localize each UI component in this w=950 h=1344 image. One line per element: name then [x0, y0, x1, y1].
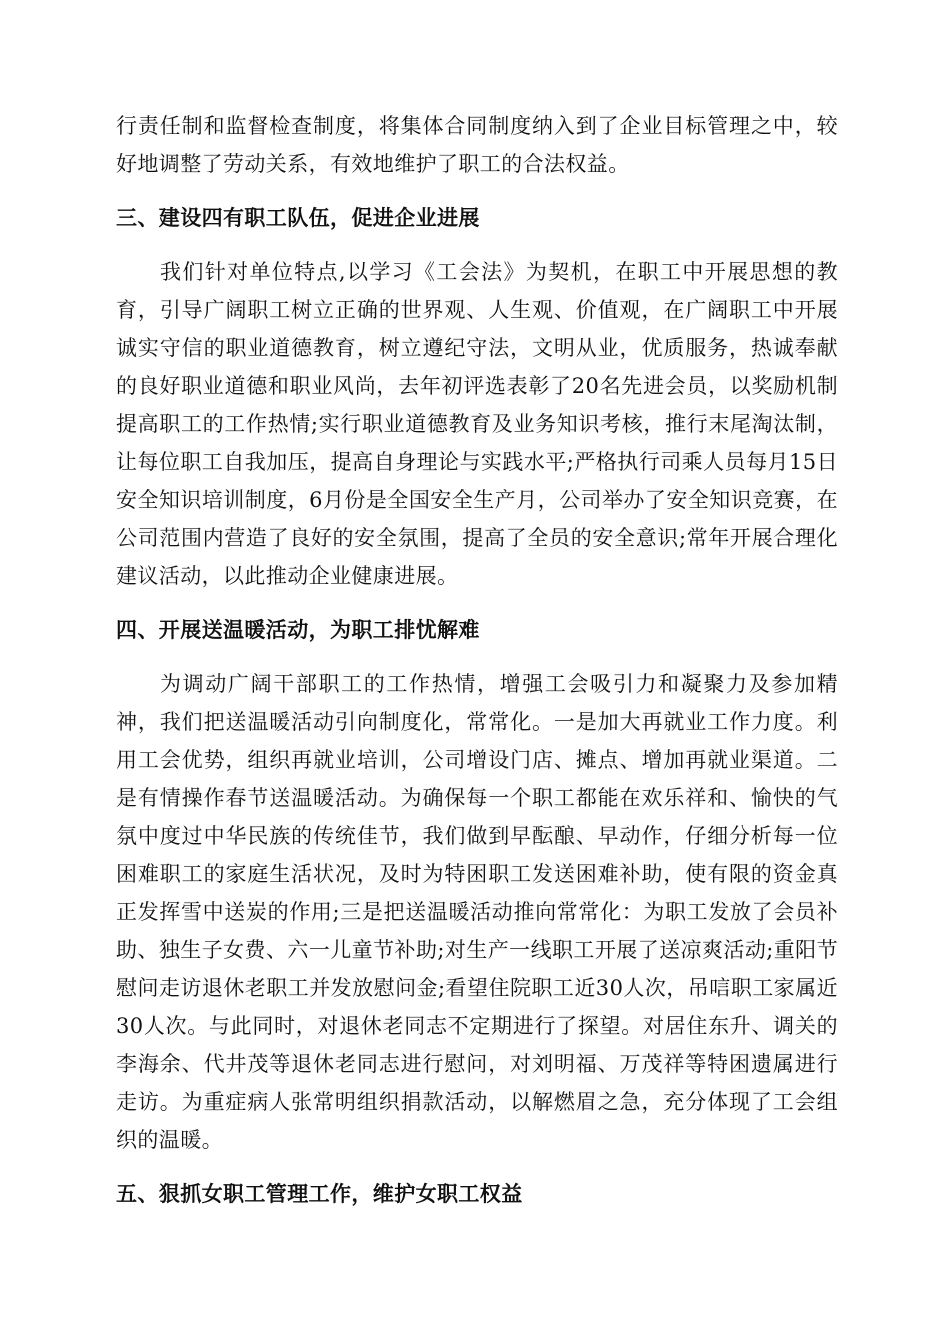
section-4-paragraph: 为调动广阔干部职工的工作热情，增强工会吸引力和凝聚力及参加精神，我们把送温暖活动引向制度化，常常化。一是加大再就业工作力度。利用工会优势，组织再就业培训，公司增设门店、摊点、增加再就业渠道。二是有情操作春节送温暖活动。为确保每一个职工都能在欢乐祥和、愉快的气氛中度过中华民族的传统佳节，我们做到早酝酿、早动作，仔细分析每一位困难职工的家庭生活状况，及时为特困职工发送困难补助，使有限的资金真正发挥雪中送炭的作用;三是把送温暖活动推向常常化：为职工发放了会员补助、独生子女费、六一儿童节补助;对生产一线职工开展了送凉爽活动;重阳节慰问走访退休老职工并发放慰问金;看望住院职工近30人次，吊唁职工家属近30人次。与此同时，对退休老同志不定期进行了探望。对居住东升、调关的李海余、代井茂等退休老同志进行慰问，对刘明福、万茂祥等特困遗属进行走访。为重症病人张常明组织捐款活动，以解燃眉之急，充分体现了工会组织的温暖。	[116, 672, 838, 1152]
intro-paragraph: 行责任制和监督检查制度，将集体合同制度纳入到了企业目标管理之中，较好地调整了劳动关系，有效地维护了职工的合法权益。	[116, 114, 838, 176]
section-3-paragraph: 我们针对单位特点,以学习《工会法》为契机，在职工中开展思想的教育，引导广阔职工树立正确的世界观、人生观、价值观，在广阔职工中开展诚实守信的职业道德教育，树立遵纪守法，文明从业，优质服务，热诚奉献的良好职业道德和职业风尚，去年初评选表彰了20名先进会员，以奖励机制提高职工的工作热情;实行职业道德教育及业务知识考核，推行末尾淘汰制，让每位职工自我加压，提高自身理论与实践水平;严格执行司乘人员每月15日安全知识培训制度，6月份是全国安全生产月，公司举办了安全知识竞赛，在公司范围内营造了良好的安全氛围，提高了全员的安全意识;常年开展合理化建议活动，以此推动企业健康进展。	[116, 260, 838, 588]
section-5-heading: 五、狠抓女职工管理工作，维护女职工权益	[116, 1182, 523, 1206]
section-4-heading: 四、开展送温暖活动，为职工排忧解难	[116, 618, 480, 642]
document-content	[116, 107, 838, 1213]
section-3-heading: 三、建设四有职工队伍，促进企业进展	[116, 206, 480, 230]
